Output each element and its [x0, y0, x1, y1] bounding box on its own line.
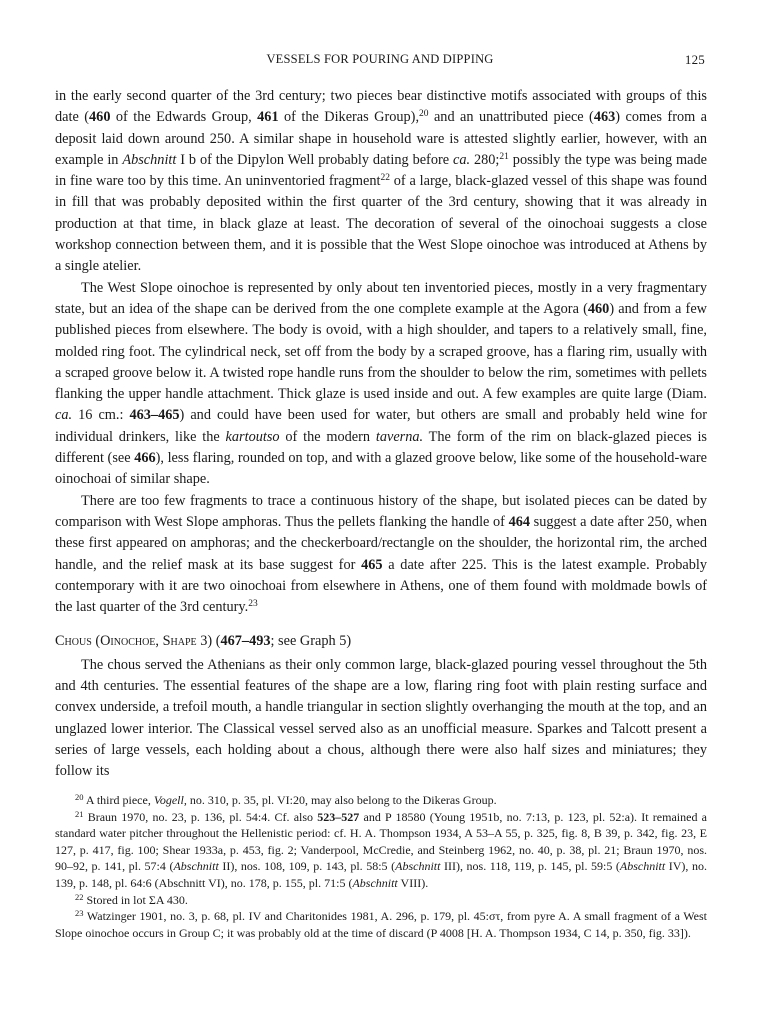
- text-run: no. 310, p. 35, pl. VI:20, may also belong to the Dikeras Group.: [186, 793, 497, 807]
- running-head: [55, 52, 705, 74]
- catalogue-ref: 465: [361, 556, 383, 573]
- text-run: II), nos. 108, 109, p. 143, pl. 58:5 (: [218, 859, 396, 874]
- footnote-number: 20: [75, 792, 84, 802]
- text-run: ) and from a few published pieces from elsewhere. The body is ovoid, with a high shoulder, and tapers to a relatively small, fine, molded ring foot. The cylindrical neck, set off from the body by a scraped groove, has a flaring rim, usually with a scraped groove below it. A twisted rope handle runs from the shoulder to below the rim, sometimes with pellets flanking the upper handle attachment. Thick glaze is used inside and out. A few examples are quite large (Diam.: [55, 300, 707, 403]
- text-run: ) comes from a deposit laid down around 250. A similar shape in household ware is attested slightly earlier, however, with an example in: [55, 109, 707, 168]
- footnote-20: [55, 792, 707, 809]
- text-run: ), less flaring, rounded on top, and with a glazed groove below, like some of the household-ware oinochoai of similar shape.: [55, 450, 707, 488]
- text-run: ; see Graph 5): [270, 633, 352, 650]
- running-title: VESSELS FOR POURING AND DIPPING: [266, 52, 494, 66]
- text-run: a date after 225. This is the latest example. Probably contemporary with it are two oinochoai from elsewhere in Athens, one of them found with moldmade bowls of the last quarter of the 3rd century.: [55, 556, 707, 616]
- body-text: [55, 86, 707, 783]
- catalogue-ref: 523–527: [317, 809, 360, 824]
- page-number: 125: [684, 52, 705, 67]
- text-run: possibly the type was being made in fine ware too by this time. An uninventoried fragment: [55, 151, 707, 190]
- footnotes: [55, 792, 707, 941]
- text-run: 16 cm.:: [72, 407, 130, 424]
- catalogue-ref: 460: [89, 109, 111, 126]
- footnote-23: [55, 908, 707, 941]
- text-run: The West Slope oinochoe is represented by only about ten inventoried pieces, mostly in a very fragmentary state, but an idea of the shape can be derived from the one complete example at the Agora (: [55, 279, 707, 317]
- text-run: Watzinger 1901, no. 3, p. 68, pl. IV and Charitonides 1981, A. 296, p. 179, pl. 45:στ, from pyre A. A small fragment of a West Slope oinochoe occurs in Group C; it was probably old at the time of discard (P 4008 [H. A. Thompson 1934, C 14, p. 350, fig. 33]).: [55, 909, 707, 940]
- text-run: of the Edwards Group,: [110, 109, 258, 126]
- footnote-marker: 21: [499, 151, 509, 162]
- italic-term: ca.: [452, 151, 471, 168]
- footnote-marker: 22: [380, 173, 390, 184]
- paragraph-4: [55, 655, 707, 783]
- catalogue-ref: 463: [593, 109, 616, 126]
- italic-term: taverna.: [375, 428, 424, 445]
- section-title: Chous (Oinochoe, Shape 3): [55, 633, 213, 650]
- text-run: suggest a date after 250, when these first appeared on amphoras; and the checkerboard/rectangle on the shoulder, the horizontal rim, the arched handle, and the relief mask at its base suggest for: [55, 513, 707, 573]
- italic-term: Abschnitt: [395, 859, 441, 874]
- footnote-number: 21: [75, 808, 84, 819]
- text-run: Braun 1970, no. 23, p. 136, pl. 54:4. Cf. also: [83, 809, 318, 824]
- text-run: III), nos. 118, 119, p. 145, pl. 59:5 (: [440, 859, 620, 874]
- text-run: The form of the rim on black-glazed pieces is different (see: [55, 428, 707, 467]
- italic-term: Abschnitt: [122, 151, 177, 168]
- text-run: A third piece,: [83, 793, 154, 807]
- catalogue-ref: 464: [508, 513, 531, 530]
- text-run: of a large, black-glazed vessel of this shape was found in fill that was probably deposited within the first quarter of the 3rd century, showing that it was already in production at that time, in black glaze at least. The decoration of several of the oinochoai suggests a close workshop connection between them, and it is possible that the West Slope oinochoe was introduced at Athens by a single atelier.: [55, 173, 707, 275]
- footnote-marker: 23: [248, 599, 258, 610]
- footnote-number: 22: [75, 891, 84, 902]
- italic-term: Vogell,: [153, 793, 187, 807]
- footnote-22: [55, 892, 707, 909]
- italic-term: kartoutso: [225, 428, 280, 445]
- text-run: IV), no. 139, p. 148, pl. 64:6 (Abschnitt VI), no. 178, p. 155, pl. 71:5 (: [55, 859, 707, 890]
- footnote-marker: 20: [419, 109, 429, 120]
- catalogue-ref: 460: [587, 300, 610, 317]
- text-run: in the early second quarter of the 3rd century; two pieces bear distinctive motifs associated with groups of this date (: [55, 88, 707, 126]
- catalogue-ref: 461: [257, 109, 279, 126]
- italic-term: Abschnitt: [352, 875, 398, 890]
- footnote-21: [55, 809, 707, 892]
- paragraph-1: [55, 86, 707, 278]
- catalogue-ref: 466: [134, 450, 156, 467]
- text-run: of the Dikeras Group),: [278, 109, 420, 126]
- text-run: The chous served the Athenians as their only common large, black-glazed pouring vessel throughout the 5th and 4th centuries. The essential features of the shape are a low, flaring ring foot with plain resting surface and convex underside, a trefoil mouth, a handle triangular in section slightly overhanging the mouth at the top, and an unglazed lower interior. The Classical vessel served also as an unofficial measure. Sparkes and Talcott present a series of large vessels, each holding about a chous, although there were also half sizes and miniatures; they follow its: [55, 656, 707, 780]
- italic-term: Abschnitt: [619, 859, 666, 874]
- text-run: ) and could have been used for water, but others are small and probably held wine for individual drinkers, like the: [55, 407, 707, 445]
- italic-term: ca.: [55, 407, 73, 424]
- italic-term: Abschnitt: [173, 859, 219, 874]
- catalogue-ref: 467–493: [220, 633, 271, 650]
- text-run: and P 18580 (Young 1951b, no. 7:13, p. 123, pl. 52:a). It remained a standard water pitcher throughout the Hellenistic period: cf. H. A. Thompson 1934, A 53–A 55, p. 325, fig. 8, B 39, p. 342, fig. 23, E 127, p. 417, fig. 100; Shear 1933a, p. 453, fig. 2; Vanderpool, McCredie, and Steinberg 1962, no. 40, p. 38, pl. 21; Braun 1970, nos. 90–92, p. 141, pl. 57:4 (: [55, 809, 708, 874]
- text-run: VIII).: [397, 875, 429, 890]
- paragraph-3: [55, 491, 707, 619]
- section-heading: [55, 631, 707, 652]
- text-run: 280;: [470, 151, 500, 168]
- text-run: I b of the Dipylon Well probably dating before: [176, 151, 453, 168]
- paragraph-2: [55, 278, 707, 491]
- footnote-number: 23: [75, 908, 84, 919]
- text-run: of the modern: [279, 428, 376, 445]
- text-run: and an unattributed piece (: [428, 109, 594, 126]
- text-run: (: [212, 633, 221, 650]
- text-run: There are too few fragments to trace a continuous history of the shape, but isolated pieces can be dated by comparison with West Slope amphoras. Thus the pellets flanking the handle of: [55, 492, 707, 530]
- catalogue-ref: 463–465: [129, 407, 180, 424]
- text-run: Stored in lot ΣA 430.: [83, 892, 188, 907]
